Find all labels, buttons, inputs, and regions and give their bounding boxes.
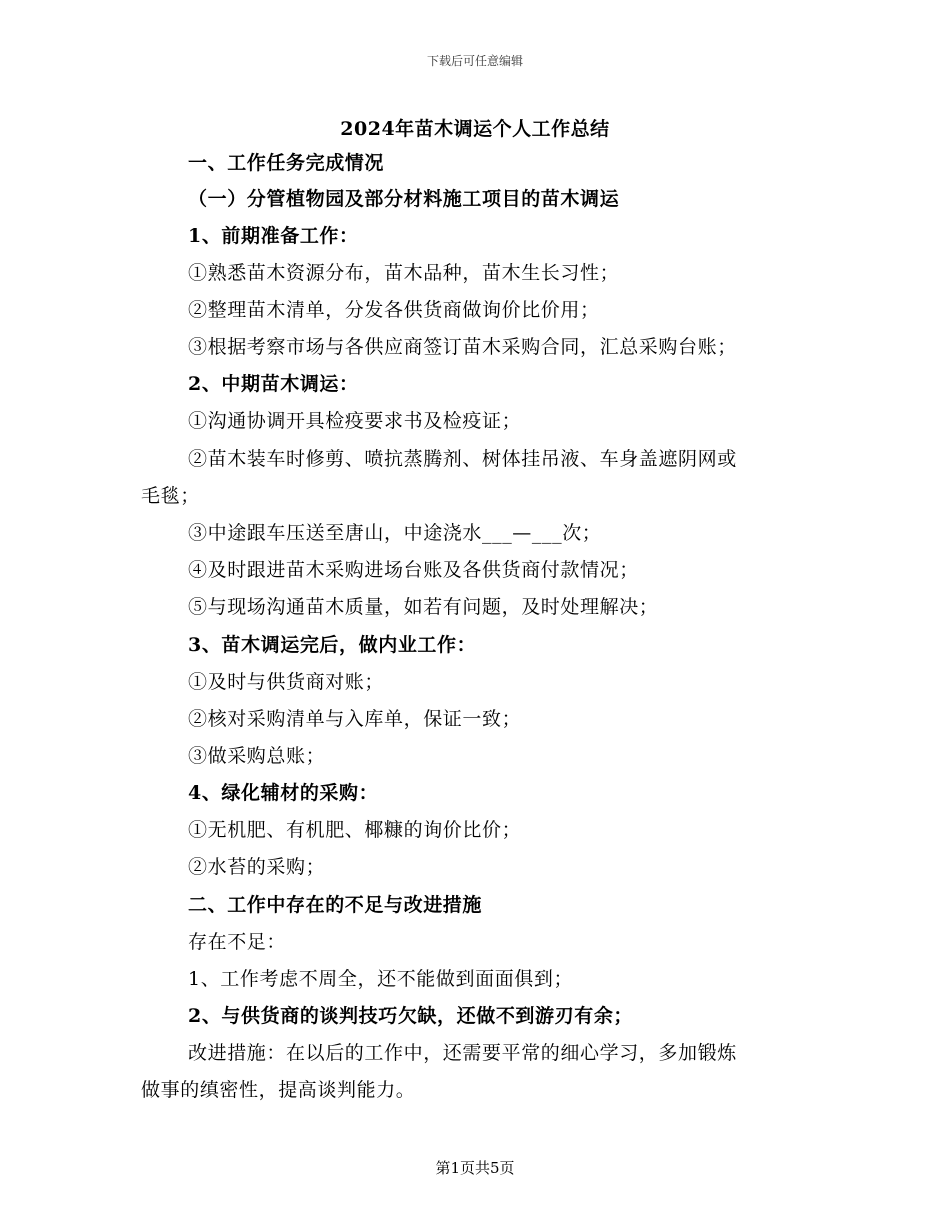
body-line: ①熟悉苗木资源分布，苗木品种，苗木生长习性； bbox=[188, 262, 620, 284]
body-line: ③根据考察市场与各供应商签订苗木采购合同，汇总采购台账； bbox=[188, 336, 737, 358]
subsection-heading-1: （一）分管植物园及部分材料施工项目的苗木调运 bbox=[188, 188, 620, 210]
body-line: 改进措施：在以后的工作中，还需要平常的细心学习，多加锻炼 bbox=[188, 1042, 737, 1064]
body-line: ①及时与供货商对账； bbox=[188, 671, 385, 693]
body-line: ②苗木装车时修剪、喷抗蒸腾剂、树体挂吊液、车身盖遮阴网或 bbox=[188, 448, 737, 470]
section-heading-2: 二、工作中存在的不足与改进措施 bbox=[188, 894, 483, 916]
body-line-continued: 做事的缜密性，提高谈判能力。 bbox=[141, 1079, 416, 1101]
item-heading-1: 1、前期准备工作： bbox=[188, 225, 359, 247]
document-title: 2024年苗木调运个人工作总结 bbox=[340, 118, 610, 140]
body-line: ③做采购总账； bbox=[188, 745, 326, 767]
body-line: 存在不足： bbox=[188, 931, 287, 953]
body-line: ①无机肥、有机肥、椰糠的询价比价； bbox=[188, 819, 522, 841]
body-line: ⑤与现场沟通苗木质量，如若有问题，及时处理解决； bbox=[188, 596, 659, 618]
body-line: ④及时跟进苗木采购进场台账及各供货商付款情况； bbox=[188, 559, 639, 581]
body-line: ①沟通协调开具检疫要求书及检疫证； bbox=[188, 410, 522, 432]
section-heading-1: 一、工作任务完成情况 bbox=[188, 152, 385, 174]
body-line-bold: 2、与供货商的谈判技巧欠缺，还做不到游刃有余； bbox=[188, 1005, 634, 1027]
item-heading-2: 2、中期苗木调运： bbox=[188, 373, 359, 395]
body-line: ②整理苗木清单，分发各供货商做询价比价用； bbox=[188, 299, 600, 321]
item-heading-3: 3、苗木调运完后，做内业工作： bbox=[188, 634, 477, 656]
body-line: ③中途跟车压送至唐山，中途浇水___—___次； bbox=[188, 522, 602, 544]
body-line: ②水苔的采购； bbox=[188, 856, 326, 878]
item-heading-4: 4、绿化辅材的采购： bbox=[188, 782, 379, 804]
page-footer: 第1页共5页 bbox=[435, 1159, 515, 1177]
body-line-continued: 毛毯； bbox=[141, 485, 200, 507]
header-note: 下载后可任意编辑 bbox=[426, 54, 523, 68]
body-line: 1、工作考虑不周全，还不能做到面面俱到； bbox=[188, 968, 574, 990]
body-line: ②核对采购清单与入库单，保证一致； bbox=[188, 708, 522, 730]
